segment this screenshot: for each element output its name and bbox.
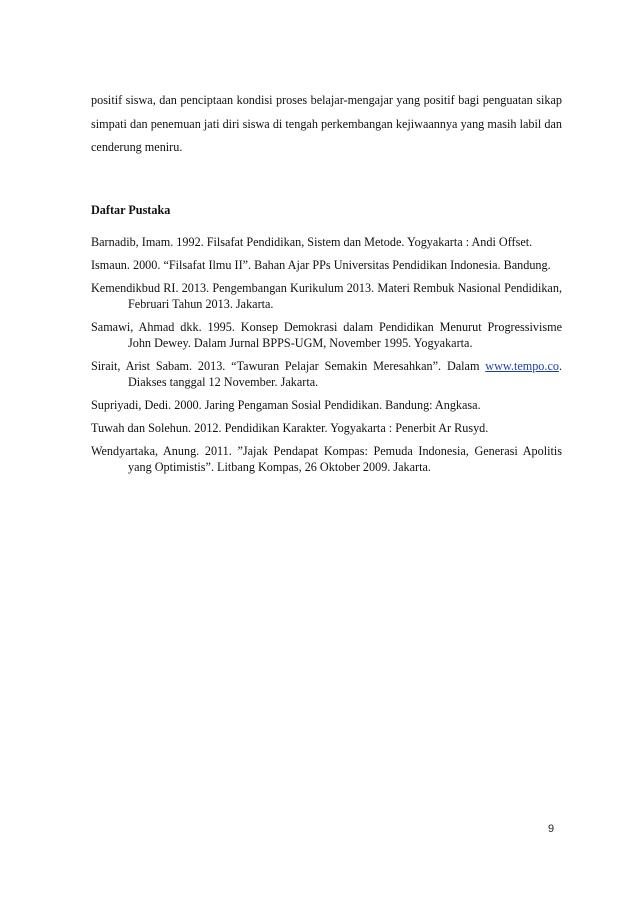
reference-item: Barnadib, Imam. 1992. Filsafat Pendidikan, Sistem dan Metode. Yogyakarta : Andi Offset. xyxy=(91,235,533,249)
reference-item: Kemendikbud RI. 2013. Pengembangan Kurikulum 2013. Materi Rembuk Nasional Pendidikan, Februari Tahun 2013. Jakarta. xyxy=(91,281,562,311)
reference-item: Tuwah dan Solehun. 2012. Pendidikan Karakter. Yogyakarta : Penerbit Ar Rusyd. xyxy=(91,421,489,435)
reference-item: Ismaun. 2000. “Filsafat Ilmu II”. Bahan Ajar PPs Universitas Pendidikan Indonesia. Bandung. xyxy=(91,258,551,272)
reference-list xyxy=(91,234,562,482)
reference-text-after-link: . Diakses tanggal 12 November. Jakarta. xyxy=(128,359,562,389)
references-heading: Daftar Pustaka xyxy=(91,203,171,217)
reference-text-before-link: Sirait, Arist Sabam. 2013. “Tawuran Pelajar Semakin Meresahkan”. Dalam xyxy=(91,359,486,373)
reference-item: Samawi, Ahmad dkk. 1995. Konsep Demokrasi dalam Pendidikan Menurut Progressivisme John Dewey. Dalam Jurnal BPPS-UGM, November 1995. Yogyakarta. xyxy=(91,320,562,350)
reference-item: Wendyartaka, Anung. 2011. ”Jajak Pendapat Kompas: Pemuda Indonesia, Generasi Apolitis yang Optimistis”. Litbang Kompas, 26 Oktober 2009. Jakarta. xyxy=(91,444,562,474)
page-number: 9 xyxy=(548,823,555,835)
reference-link[interactable]: www.tempo.co xyxy=(485,359,559,373)
reference-item: Supriyadi, Dedi. 2000. Jaring Pengaman Sosial Pendidikan. Bandung: Angkasa. xyxy=(91,398,481,412)
body-paragraph: positif siswa, dan penciptaan kondisi proses belajar-mengajar yang positif bagi penguatan sikap simpati dan penemuan jati diri siswa di tengah perkembangan kejiwaannya yang masih labil dan cenderung meniru. xyxy=(91,93,562,154)
reference-item xyxy=(91,358,562,390)
